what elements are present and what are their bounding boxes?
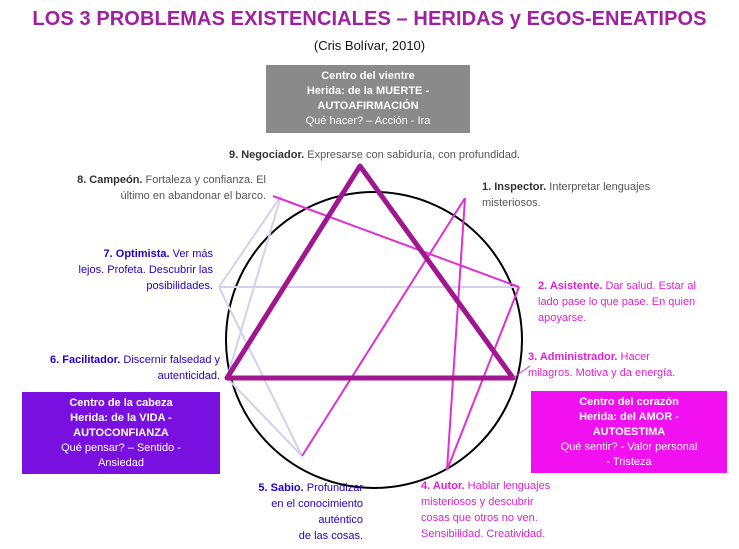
head-center-theme: AUTOCONFIANZA [73, 426, 169, 439]
enneagram-circle [226, 192, 522, 488]
type-7-label [40, 246, 213, 294]
type-3-label [528, 349, 733, 381]
type-1-name: 1. Inspector. [482, 181, 547, 193]
head-center-wound: Herida: de la VIDA - [70, 411, 172, 424]
type-2-desc-1: Dar salud. Estar al [605, 280, 696, 292]
page-title: LOS 3 PROBLEMAS EXISTENCIALES – HERIDAS y EGOS-ENEATIPOS [32, 8, 707, 30]
gut-center-name: Centro del vientre [321, 70, 415, 82]
type-4-desc-4: Sensibilidad. Creatividad. [421, 528, 546, 540]
type-5-name: 5. Sabio. [258, 482, 304, 494]
type-9-name: 9. Negociador. [229, 149, 305, 161]
type-2-desc-2: lado pase lo que pase. En quien [538, 296, 696, 308]
type-8-name: 8. Campeón. [77, 174, 143, 186]
type-5-desc-4: de las cosas. [298, 530, 363, 542]
gut-center-wound: Herida: de la MUERTE - [306, 85, 430, 97]
type-3-name: 3. Administrador. [528, 351, 618, 363]
type-1-desc-1: Interpretar lenguajes [549, 181, 651, 193]
type-8-label [40, 172, 266, 204]
heart-center-theme: AUTOESTIMA [592, 425, 666, 438]
head-center-question-2: Ansiedad [98, 456, 144, 469]
page-subtitle: (Cris Bolívar, 2010) [313, 38, 426, 53]
type-6-name: 6. Facilitador. [50, 354, 121, 366]
type-2-name: 2. Asistente. [538, 280, 603, 292]
inner-triangle [227, 166, 513, 378]
type-7-desc-2: lejos. Profeta. Descubrir las [78, 264, 213, 276]
heart-center-wound: Herida: del AMOR - [579, 410, 679, 423]
gut-center-box [266, 65, 470, 133]
type-5-desc-1: Profundizar [306, 482, 363, 494]
type-4-desc-1: Hablar lenguajes [467, 480, 551, 492]
type-7-desc-1: Ver más [172, 248, 213, 260]
type-5-desc-2: en el conocimiento [271, 498, 363, 510]
head-center-name: Centro de la cabeza [69, 396, 173, 409]
type-5-desc-3: auténtico [318, 514, 363, 526]
type-4-desc-3: cosas que otros no ven. [421, 512, 538, 524]
type-7-name: 7. Optimista. [103, 248, 170, 260]
type-6-label [10, 352, 220, 384]
type-4-name: 4. Autor. [421, 480, 465, 492]
type-6-desc-2: autenticidad. [157, 370, 220, 382]
type-4-desc-2: misteriosos y descubrir [421, 496, 534, 508]
type-8-desc-1: Fortaleza y confianza. El [145, 174, 266, 186]
type-5-label [230, 480, 363, 544]
type-9-desc: Expresarse con sabiduría, con profundidad. [307, 149, 521, 161]
gut-center-theme: AUTOAFIRMACIÓN [317, 100, 419, 112]
type-9-label [229, 147, 520, 163]
type-7-desc-3: posibilidades. [146, 280, 213, 292]
head-center-box [22, 392, 220, 474]
heart-center-box [531, 391, 727, 473]
type-1-label [482, 179, 682, 211]
type-4-label [421, 478, 601, 542]
type-6-desc-1: Discernir falsedad y [123, 354, 220, 366]
type-3-desc-1: Hacer [620, 351, 650, 363]
gut-center-question: Qué hacer? – Acción - Ira [305, 115, 431, 127]
type-8-desc-2: último en abandonar el barco. [120, 190, 266, 202]
heart-center-name: Centro del corazón [579, 395, 679, 408]
type-2-desc-3: apoyarse. [538, 312, 587, 324]
type-1-desc-2: misteriosos. [482, 197, 541, 209]
heart-center-question: Qué sentir? - Valor personal [560, 440, 698, 453]
type-3-desc-2: milagros. Motiva y da energía. [528, 367, 676, 379]
head-center-question: Qué pensar? – Sentido - [61, 441, 181, 454]
heart-center-question-2: - Tristeza [606, 455, 652, 468]
type-2-label [538, 278, 738, 326]
